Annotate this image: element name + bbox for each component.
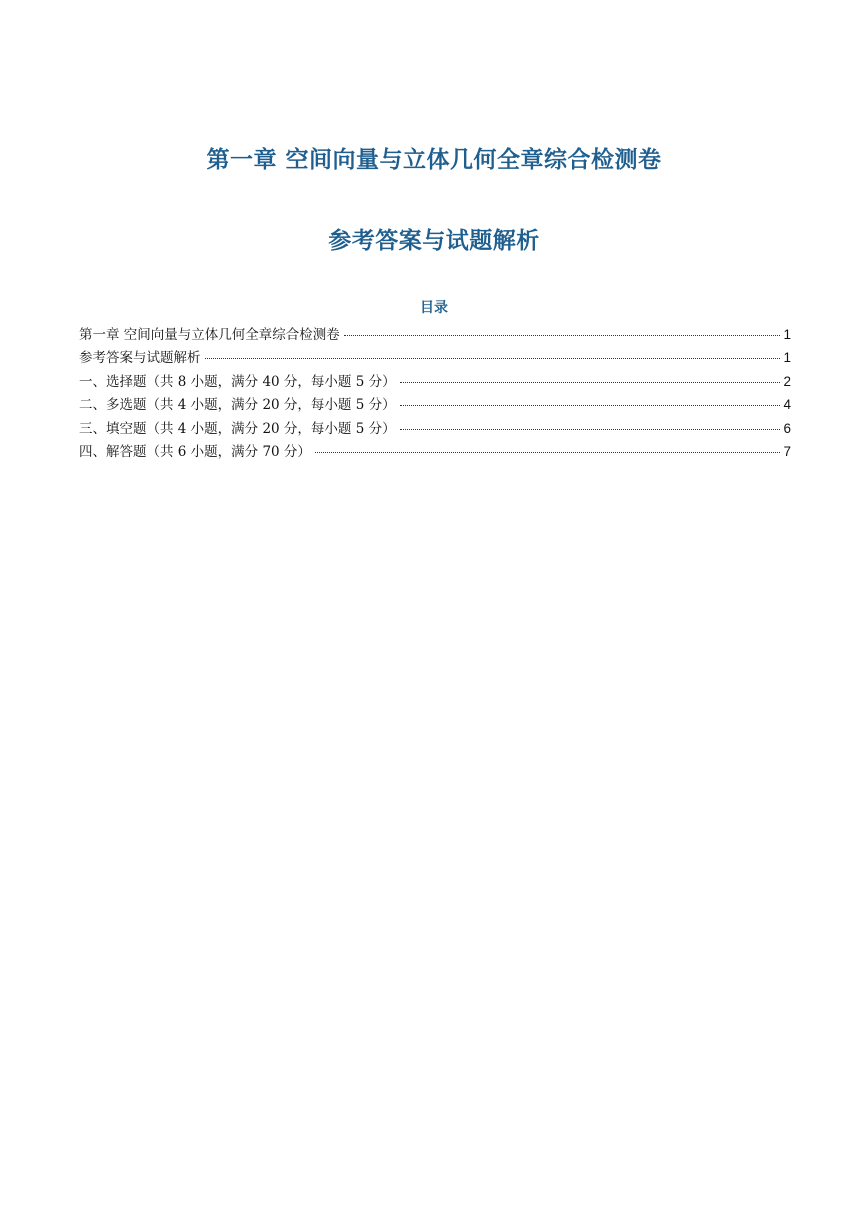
toc-entry[interactable] (79, 348, 791, 371)
toc-page-number: 6 (783, 420, 791, 436)
toc-dot-leader (344, 335, 781, 336)
toc-dot-leader (400, 429, 781, 430)
toc-dot-leader (205, 358, 781, 359)
toc-entry-text: 一、选择题（共 8 小题，满分 40 分，每小题 5 分） (79, 373, 396, 390)
toc-page-number: 4 (783, 397, 791, 413)
toc-heading: 目录 (420, 300, 448, 316)
toc-entry-text: 四、解答题（共 6 小题，满分 70 分） (79, 443, 311, 460)
toc-entry[interactable] (79, 419, 791, 442)
toc-entry[interactable] (79, 325, 791, 348)
toc-dot-leader (400, 382, 781, 383)
toc-entry-text: 二、多选题（共 4 小题，满分 20 分，每小题 5 分） (79, 397, 396, 414)
toc-page-number: 7 (783, 443, 791, 459)
toc-entry[interactable] (79, 442, 791, 465)
toc-entry-text: 第一章 空间向量与立体几何全章综合检测卷 (79, 327, 340, 343)
document-title: 第一章 空间向量与立体几何全章综合检测卷 (206, 147, 662, 173)
toc-page-number: 1 (783, 327, 791, 342)
toc-entry-text: 三、填空题（共 4 小题，满分 20 分，每小题 5 分） (79, 420, 396, 437)
toc-entry[interactable] (79, 372, 791, 395)
document-subtitle: 参考答案与试题解析 (328, 228, 540, 254)
toc-dot-leader (400, 405, 781, 406)
toc-page-number: 1 (783, 350, 791, 366)
table-of-contents (79, 325, 791, 465)
toc-page-number: 2 (783, 373, 791, 389)
toc-dot-leader (315, 452, 781, 453)
toc-entry-text: 参考答案与试题解析 (79, 350, 201, 367)
toc-entry[interactable] (79, 395, 791, 418)
